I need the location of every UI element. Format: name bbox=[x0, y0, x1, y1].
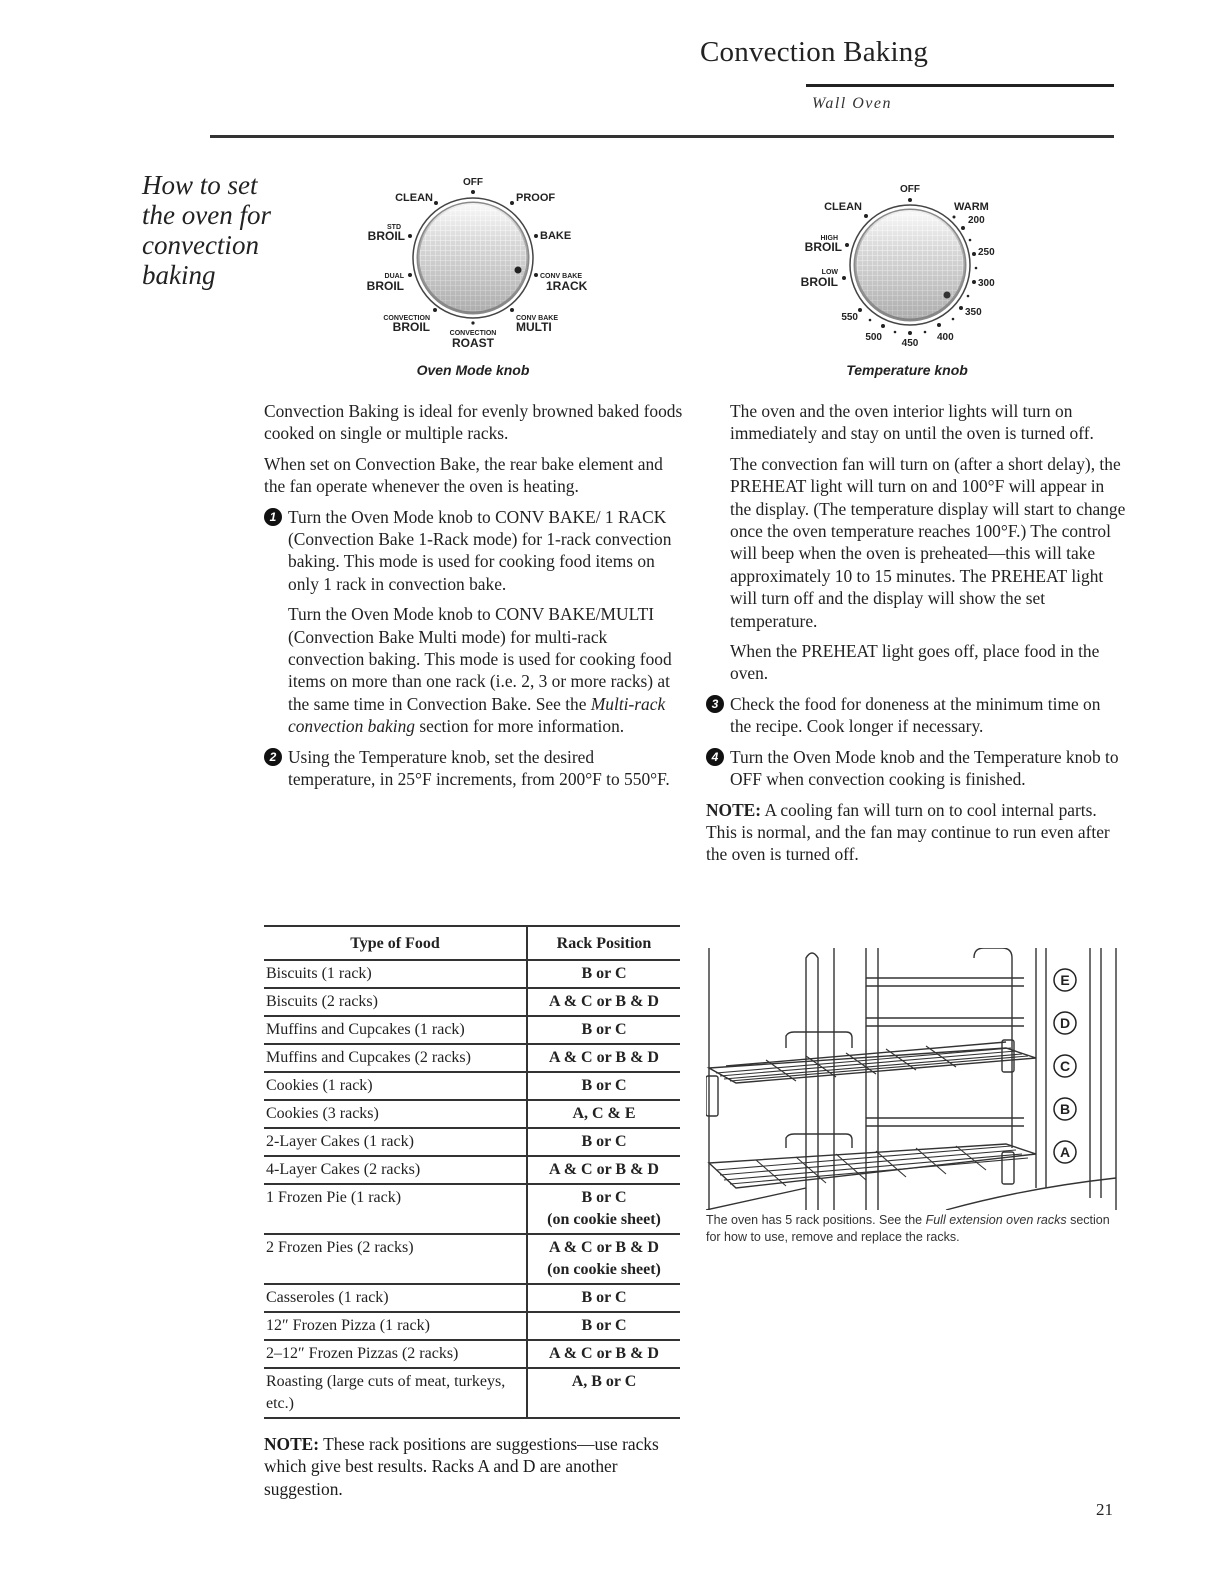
rack-position-cell bbox=[527, 1100, 680, 1128]
cooling-fan-note bbox=[706, 799, 1126, 866]
knob-label-proof: PROOF bbox=[516, 192, 556, 204]
knob-label-1rack: 1RACK bbox=[546, 279, 588, 293]
rack-position-value: A, C & E bbox=[572, 1105, 636, 1122]
step-1-multi-paragraph bbox=[264, 603, 684, 737]
rack-illustration-caption bbox=[706, 1212, 1126, 1246]
table-note bbox=[264, 1433, 684, 1500]
food-type-cell: Cookies (1 rack) bbox=[264, 1072, 527, 1100]
food-type-cell: Muffins and Cupcakes (1 rack) bbox=[264, 1016, 527, 1044]
knob-label-450: 450 bbox=[901, 338, 919, 349]
oven-racks-icon bbox=[706, 948, 1120, 1210]
food-type-cell: Biscuits (1 rack) bbox=[264, 960, 527, 988]
table-row bbox=[264, 988, 680, 1016]
rack-position-value: A & C or B & D bbox=[549, 1049, 659, 1066]
table-row bbox=[264, 1016, 680, 1044]
knob-label-clean: CLEAN bbox=[824, 201, 862, 213]
temperature-knob-figure bbox=[782, 170, 1012, 378]
knob-label-convection-broil-small: CONVECTION bbox=[383, 315, 430, 322]
table-row bbox=[264, 1184, 680, 1234]
info-paragraph: When the PREHEAT light goes off, place food in the oven. bbox=[730, 641, 1100, 684]
rack-position-cell bbox=[527, 1340, 680, 1368]
rack-position-cell bbox=[527, 988, 680, 1016]
rack-position-note: (on cookie sheet) bbox=[547, 1211, 661, 1228]
food-type-cell: 2–12″ Frozen Pizzas (2 racks) bbox=[264, 1340, 527, 1368]
knob-label-clean: CLEAN bbox=[395, 192, 433, 204]
knob-label-convection-roast-small: CONVECTION bbox=[449, 330, 497, 337]
rack-position-cell bbox=[527, 1072, 680, 1100]
knob-label-300: 300 bbox=[978, 278, 995, 289]
knob-label-warm: WARM bbox=[954, 201, 989, 213]
rack-position-cell bbox=[527, 1368, 680, 1418]
rack-position-cell bbox=[527, 960, 680, 988]
step-number-badge: 3 bbox=[706, 695, 724, 713]
rack-position-value: A & C or B & D bbox=[549, 1161, 659, 1178]
rack-position-label: C bbox=[1059, 1058, 1071, 1074]
rack-position-value: B or C bbox=[581, 1021, 627, 1038]
rack-position-value: A & C or B & D bbox=[549, 1345, 659, 1362]
section-heading-line: How to set bbox=[142, 170, 258, 200]
food-type-cell: 2 Frozen Pies (2 racks) bbox=[264, 1234, 527, 1284]
knob-label-400: 400 bbox=[937, 332, 954, 343]
rack-position-cell bbox=[527, 1044, 680, 1072]
page-number: 21 bbox=[1096, 1500, 1113, 1519]
food-type-cell: Roasting (large cuts of meat, turkeys, etc.) bbox=[264, 1368, 527, 1418]
step-3 bbox=[706, 693, 1126, 738]
rack-position-label: A bbox=[1059, 1144, 1071, 1160]
knob-label-low-broil: BROIL bbox=[800, 275, 838, 289]
table-row bbox=[264, 1128, 680, 1156]
intro-paragraph: Convection Baking is ideal for evenly browned baked foods cooked on single or multiple racks. bbox=[264, 401, 683, 444]
page-title: Convection Baking bbox=[700, 36, 929, 68]
table-row bbox=[264, 1156, 680, 1184]
temperature-knob-caption: Temperature knob bbox=[846, 362, 968, 378]
rack-position-label: D bbox=[1059, 1015, 1071, 1031]
food-type-cell: 4-Layer Cakes (2 racks) bbox=[264, 1156, 527, 1184]
food-type-cell: 2-Layer Cakes (1 rack) bbox=[264, 1128, 527, 1156]
step-text: Turn the Oven Mode knob and the Temperature knob to OFF when convection cooking is finished. bbox=[730, 746, 1119, 790]
rack-position-cell bbox=[527, 1156, 680, 1184]
rack-position-value: B or C bbox=[581, 1317, 627, 1334]
knob-label-roast: ROAST bbox=[452, 336, 494, 350]
column-header-food: Type of Food bbox=[264, 926, 527, 960]
section-heading-line: convection bbox=[142, 230, 259, 260]
oven-mode-knob-icon bbox=[360, 170, 600, 360]
rack-position-cell bbox=[527, 1284, 680, 1312]
full-extension-racks-link[interactable]: Full extension oven racks bbox=[925, 1213, 1067, 1227]
table-row bbox=[264, 1072, 680, 1100]
step-1 bbox=[264, 506, 684, 596]
rack-position-value: B or C bbox=[581, 965, 627, 982]
food-type-cell: Casseroles (1 rack) bbox=[264, 1284, 527, 1312]
knob-label-bake: BAKE bbox=[540, 230, 572, 242]
step-text: Turn the Oven Mode knob to CONV BAKE/ 1 RACK (Convection Bake 1-Rack mode) for 1-rack convection baking. This mode is used for cooking food items on only 1 rack in convection bake. bbox=[288, 506, 672, 594]
intro-paragraph: When set on Convection Bake, the rear bake element and the fan operate whenever the oven is heating. bbox=[264, 453, 663, 497]
knob-label-std: STD bbox=[387, 224, 401, 231]
knob-label-conv-bake-multi-small: CONV BAKE bbox=[516, 315, 559, 322]
step-text: section for more information. bbox=[415, 716, 625, 737]
note-label: NOTE: bbox=[706, 799, 762, 820]
rack-position-cell bbox=[527, 1016, 680, 1044]
section-heading-line: baking bbox=[142, 260, 216, 290]
knob-label-std-broil: BROIL bbox=[367, 229, 405, 243]
rack-position-cell bbox=[527, 1234, 680, 1284]
table-row bbox=[264, 1100, 680, 1128]
knob-label-250: 250 bbox=[978, 247, 995, 258]
knob-label-200: 200 bbox=[968, 215, 985, 226]
section-divider bbox=[210, 135, 1114, 138]
rack-position-label: E bbox=[1060, 972, 1070, 988]
table-row bbox=[264, 1312, 680, 1340]
table-row bbox=[264, 1044, 680, 1072]
knob-label-multi: MULTI bbox=[516, 320, 552, 334]
table-header-row bbox=[264, 926, 680, 960]
info-paragraph: The oven and the oven interior lights will turn on immediately and stay on until the oven is turned off. bbox=[730, 401, 1094, 444]
note-text: These rack positions are suggestions—use racks which give best results. Racks A and D are another suggestion. bbox=[264, 1434, 659, 1499]
rack-position-label: B bbox=[1059, 1101, 1071, 1117]
section-heading-line: the oven for bbox=[142, 200, 271, 230]
note-text: A cooling fan will turn on to cool internal parts. This is normal, and the fan may continue to run even after the oven is turned off. bbox=[706, 799, 1110, 865]
knob-label-dual-broil: BROIL bbox=[366, 279, 404, 293]
table-row bbox=[264, 960, 680, 988]
temperature-knob-icon bbox=[782, 170, 1012, 360]
rack-position-value: B or C bbox=[581, 1289, 627, 1306]
knob-label-low: LOW bbox=[821, 269, 838, 276]
step-text: Turn the Oven Mode knob to CONV BAKE/MULTI (Convection Bake Multi mode) for multi-rack convection baking. This mode is used for cooking food items on more than one rack (i.e. 2, 3 or more racks) at the same time in Convection Bake. See the bbox=[288, 604, 672, 714]
step-text: Check the food for doneness at the minimum time on the recipe. Cook longer if necessary. bbox=[730, 693, 1101, 737]
section-heading bbox=[142, 170, 271, 290]
knob-label-550: 550 bbox=[841, 312, 858, 323]
rack-position-value: B or C bbox=[581, 1133, 627, 1150]
oven-mode-knob-figure bbox=[360, 170, 600, 378]
knob-label-conv-bake-1: CONV BAKE bbox=[540, 273, 583, 280]
food-type-cell: 1 Frozen Pie (1 rack) bbox=[264, 1184, 527, 1234]
knob-label-500: 500 bbox=[865, 332, 882, 343]
knob-label-high-broil: BROIL bbox=[804, 240, 842, 254]
rack-position-value: A & C or B & D bbox=[549, 993, 659, 1010]
note-label: NOTE: bbox=[264, 1434, 320, 1454]
header-rule bbox=[806, 84, 1114, 87]
food-type-cell: Cookies (3 racks) bbox=[264, 1100, 527, 1128]
rack-position-value: B or C bbox=[581, 1077, 627, 1094]
step-number-badge: 1 bbox=[264, 508, 282, 526]
rack-position-table-wrap bbox=[264, 925, 680, 1419]
page-subtitle: Wall Oven bbox=[812, 95, 893, 112]
food-type-cell: 12″ Frozen Pizza (1 rack) bbox=[264, 1312, 527, 1340]
rack-position-value: A & C or B & D bbox=[549, 1239, 659, 1256]
knob-label-350: 350 bbox=[965, 307, 982, 318]
oven-rack-illustration bbox=[706, 948, 1120, 1210]
step-4 bbox=[706, 746, 1126, 791]
step-2 bbox=[264, 746, 684, 791]
caption-text: The oven has 5 rack positions. See the bbox=[706, 1213, 926, 1227]
knob-label-dual: DUAL bbox=[384, 273, 404, 280]
table-row bbox=[264, 1368, 680, 1418]
table-row bbox=[264, 1234, 680, 1284]
food-type-cell: Biscuits (2 racks) bbox=[264, 988, 527, 1016]
knob-label-high: HIGH bbox=[820, 235, 838, 242]
left-column bbox=[264, 400, 684, 799]
table-row bbox=[264, 1340, 680, 1368]
knob-label-convection-broil: BROIL bbox=[392, 320, 430, 334]
knob-label-off: OFF bbox=[900, 184, 920, 195]
table-row bbox=[264, 1284, 680, 1312]
rack-position-cell bbox=[527, 1312, 680, 1340]
info-paragraph: The convection fan will turn on (after a short delay), the PREHEAT light will turn on and 100°F will appear in the display. (The temperature display will start to change once the oven temperature reaches 100°F.) The control will beep when the oven is preheated—this will take approximately 10 to 15 minutes. The PREHEAT light will turn off and the display will show the set temperature. bbox=[730, 453, 1126, 631]
multi-rack-section-link[interactable]: Multi-rack convection baking bbox=[288, 693, 666, 737]
rack-position-cell bbox=[527, 1184, 680, 1234]
column-header-rack-position: Rack Position bbox=[527, 926, 680, 960]
step-text: Using the Temperature knob, set the desired temperature, in 25°F increments, from 200°F to 550°F. bbox=[288, 746, 670, 790]
knob-label-off: OFF bbox=[463, 177, 483, 188]
oven-mode-knob-caption: Oven Mode knob bbox=[416, 362, 530, 378]
rack-position-cell bbox=[527, 1128, 680, 1156]
food-type-cell: Muffins and Cupcakes (2 racks) bbox=[264, 1044, 527, 1072]
step-number-badge: 4 bbox=[706, 748, 724, 766]
rack-position-value: B or C bbox=[581, 1189, 627, 1206]
step-number-badge: 2 bbox=[264, 748, 282, 766]
rack-position-value: A, B or C bbox=[571, 1373, 637, 1390]
caption-text: section for how to use, remove and replace the racks. bbox=[706, 1213, 1110, 1244]
right-column bbox=[706, 400, 1126, 874]
table-body bbox=[264, 960, 680, 1418]
rack-position-note: (on cookie sheet) bbox=[547, 1261, 661, 1278]
rack-position-table bbox=[264, 925, 680, 1419]
